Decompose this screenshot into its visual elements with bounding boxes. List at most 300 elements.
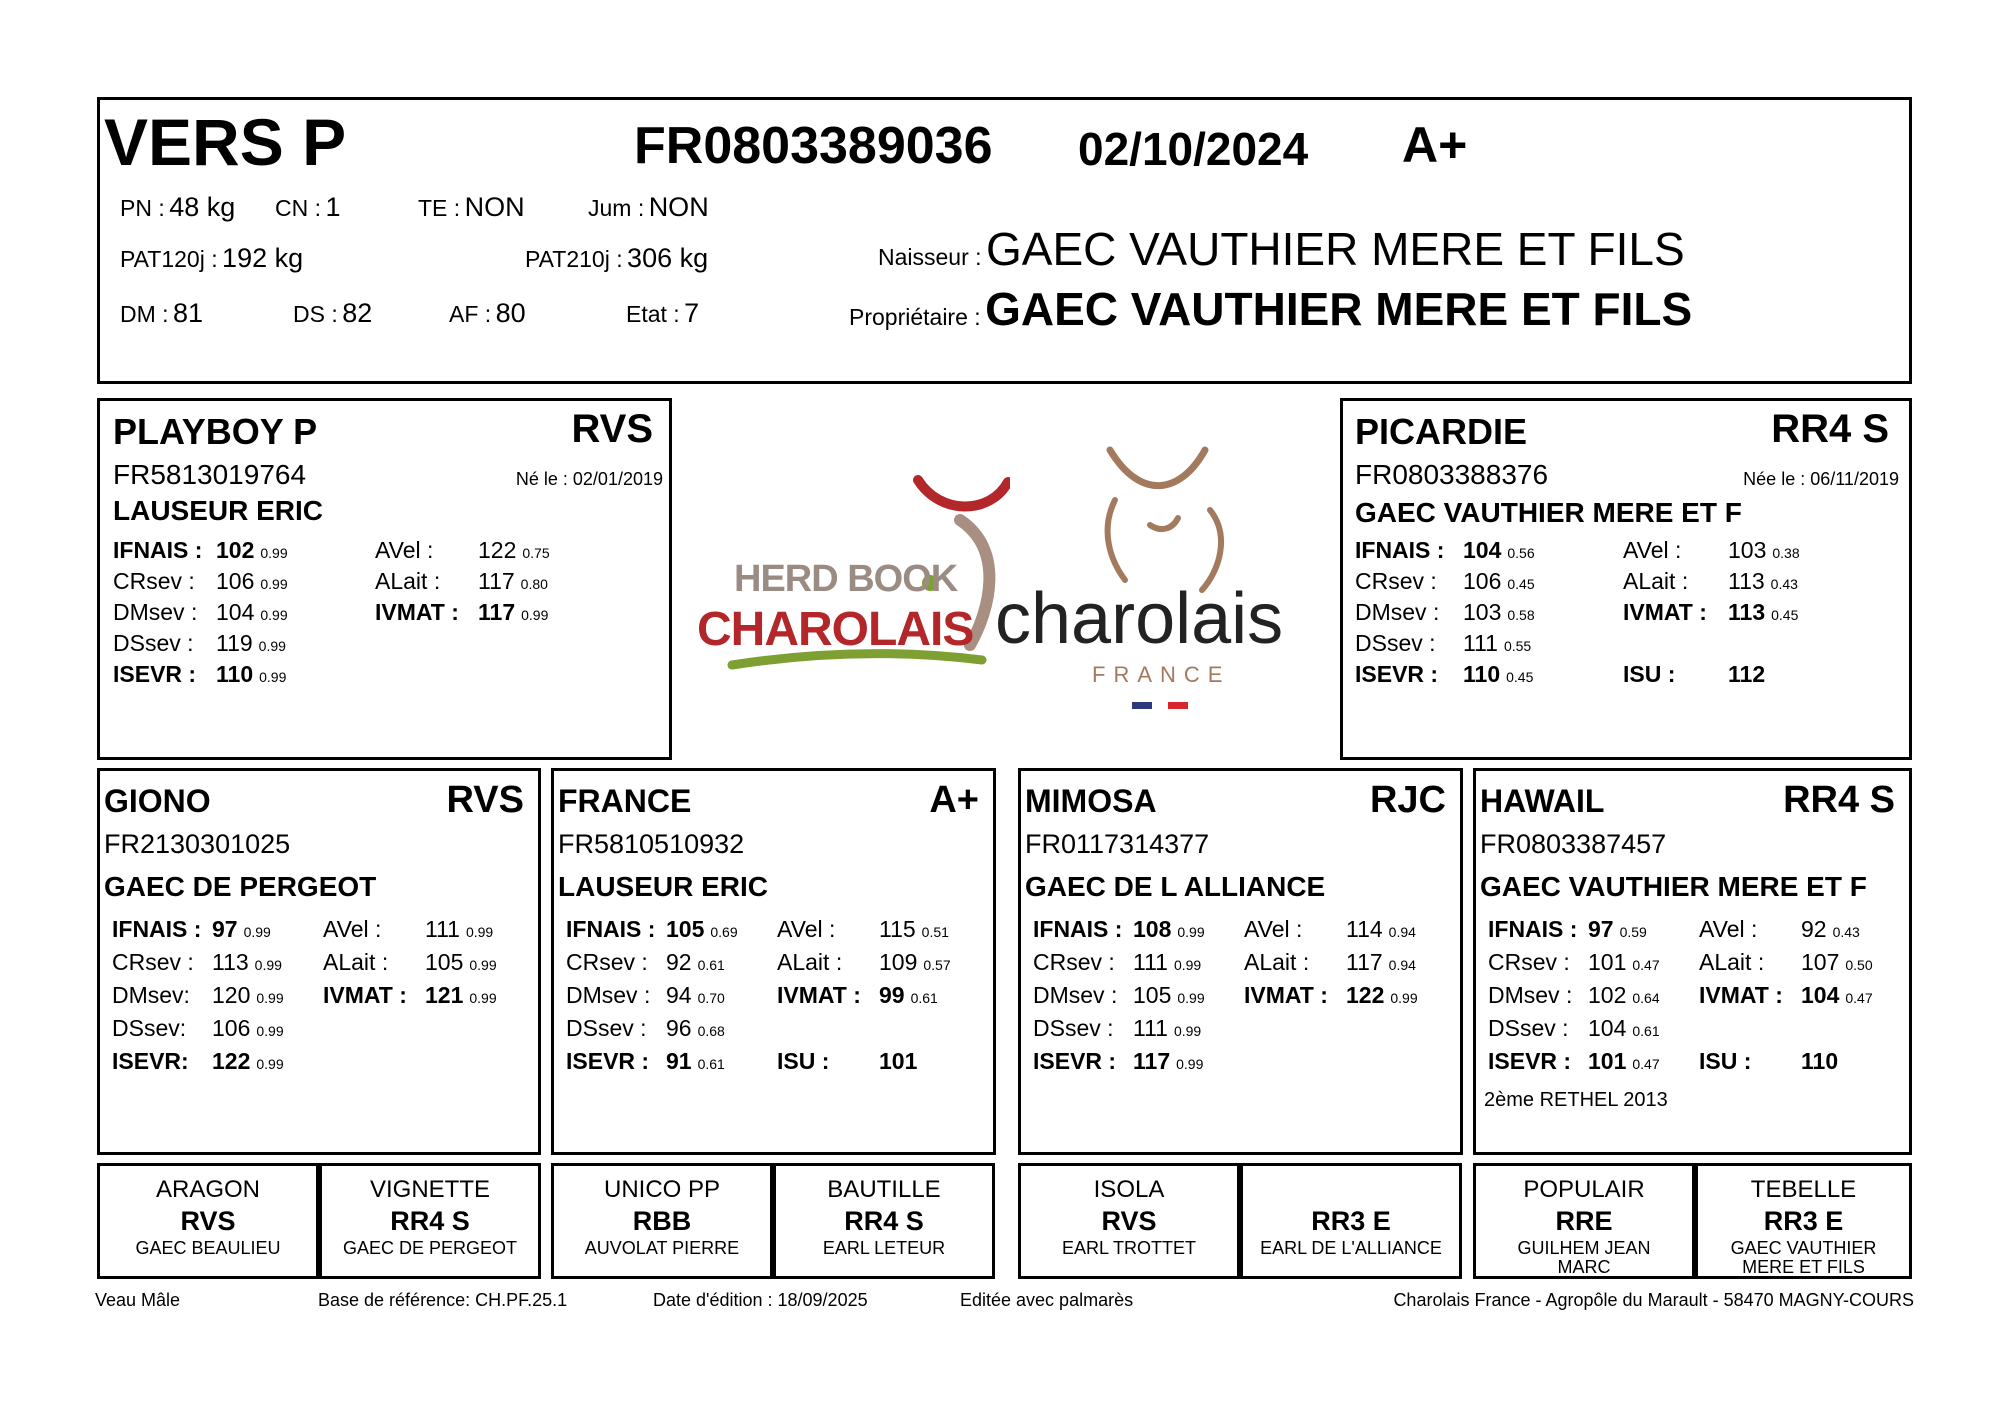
index-key: ALait :: [1623, 568, 1689, 594]
parent-name: HAWAIL: [1480, 783, 1605, 819]
index-accuracy: 0.57: [923, 957, 951, 973]
etat-field: [626, 298, 699, 329]
index-key: DSsev:: [112, 1015, 187, 1041]
index-accuracy: 0.99: [258, 638, 286, 654]
index-key: AVel :: [1244, 916, 1303, 942]
index-accuracy: 0.45: [1506, 669, 1534, 685]
grandparent-name: UNICO PP: [603, 1176, 720, 1203]
index-value: 104: [1588, 1015, 1627, 1041]
index-accuracy: 0.64: [1632, 990, 1660, 1006]
index-key: DSsev :: [1033, 1015, 1114, 1041]
index-line: [1488, 982, 1660, 1009]
index-accuracy: 0.99: [256, 1023, 284, 1039]
index-value: 103: [1728, 537, 1767, 563]
grandparent-cell: [97, 1163, 319, 1279]
index-value: 104: [1801, 982, 1840, 1008]
index-value: 92: [666, 949, 692, 975]
index-accuracy: 0.58: [1507, 607, 1535, 623]
index-accuracy: 0.99: [259, 669, 287, 685]
index-key: ALait :: [777, 949, 843, 975]
index-line: [1355, 568, 1535, 595]
parent-id: FR2130301025: [104, 829, 291, 859]
index-key: CRsev :: [112, 949, 194, 975]
parent-id: FR0803387457: [1480, 829, 1667, 859]
index-key: ALait :: [323, 949, 389, 975]
dam-name: PICARDIE: [1355, 411, 1528, 452]
parent-box: [551, 768, 996, 1155]
index-line: [1488, 916, 1647, 943]
index-value: 101: [879, 1048, 918, 1074]
index-value: 106: [1463, 568, 1502, 594]
index-line: [1699, 916, 1860, 943]
sire-born: [516, 469, 663, 490]
index-line: [1623, 537, 1800, 564]
sire-born-label: Né le :: [515, 469, 568, 489]
index-line: [1623, 568, 1798, 595]
index-key: ISU :: [1699, 1048, 1752, 1074]
grandparent-name: ARAGON: [155, 1176, 260, 1203]
index-key: IVMAT :: [323, 982, 407, 1008]
naisseur-field: [878, 222, 1685, 276]
pn-field: [120, 192, 235, 223]
index-key: CRsev :: [1033, 949, 1115, 975]
parent-code: RJC: [1369, 779, 1446, 821]
herdbook-horns-icon: [918, 480, 1008, 507]
grandparent-code: RRE: [1555, 1206, 1613, 1236]
index-value: 111: [1133, 949, 1168, 975]
te-value: NON: [464, 192, 525, 222]
index-value: 121: [425, 982, 464, 1008]
cn-label: CN :: [275, 195, 321, 221]
footer-address: Charolais France - Agropôle du Marault - 58470 MAGNY-COURS: [1393, 1290, 1914, 1310]
index-value: 113: [1728, 599, 1766, 625]
grandparent-name: [1243, 1176, 1459, 1204]
index-key: DSsev :: [113, 630, 194, 656]
footer-palmares: Editée avec palmarès: [960, 1290, 1134, 1310]
grandparent-cell: [1473, 1163, 1695, 1279]
index-accuracy: 0.45: [1771, 607, 1799, 623]
index-key: AVel :: [323, 916, 382, 942]
index-line: [1699, 949, 1873, 976]
parent-note: 2ème RETHEL 2013: [1484, 1089, 1668, 1111]
index-value: 96: [666, 1015, 692, 1041]
index-accuracy: 0.47: [1632, 1056, 1660, 1072]
index-value: 105: [1133, 982, 1172, 1008]
grandparent-name: TEBELLE: [1750, 1176, 1857, 1203]
index-value: 106: [212, 1015, 251, 1041]
index-line: [112, 1048, 284, 1075]
index-accuracy: 0.99: [256, 990, 284, 1006]
index-accuracy: 0.43: [1832, 924, 1860, 940]
naisseur-value: GAEC VAUTHIER MERE ET FILS: [986, 223, 1685, 275]
index-key: IVMAT :: [777, 982, 861, 1008]
index-line: [112, 1015, 284, 1042]
index-line: [777, 1048, 917, 1075]
index-value: 101: [1588, 949, 1627, 975]
dam-box: [1340, 398, 1912, 760]
index-line: [113, 568, 288, 595]
etat-value: 7: [684, 298, 700, 328]
ds-value: 82: [342, 298, 373, 328]
pn-value: 48 kg: [169, 192, 236, 222]
etat-label: Etat :: [626, 301, 680, 327]
grandparent-cell: [319, 1163, 541, 1279]
parent-code: A+: [929, 779, 979, 821]
index-value: 111: [425, 916, 460, 942]
sire-born-date: 02/01/2019: [572, 469, 663, 489]
index-accuracy: 0.51: [921, 924, 949, 940]
index-value: 103: [1463, 599, 1502, 625]
parent-box: [1018, 768, 1463, 1155]
index-accuracy: 0.38: [1772, 545, 1800, 561]
index-key: DSsev :: [566, 1015, 647, 1041]
ds-field: [293, 298, 372, 329]
grandparent-cell: [1240, 1163, 1462, 1279]
index-value: 102: [216, 537, 255, 563]
index-line: [1355, 537, 1535, 564]
index-line: [1244, 916, 1416, 943]
index-value: 122: [1346, 982, 1385, 1008]
index-line: [566, 1048, 725, 1075]
index-accuracy: 0.99: [465, 924, 494, 940]
animal-name: VERS P: [104, 105, 347, 179]
index-value: 97: [1588, 916, 1614, 942]
index-value: 114: [1346, 916, 1383, 942]
grandparent-name: POPULAIR: [1523, 1176, 1645, 1203]
index-accuracy: 0.99: [260, 576, 288, 592]
index-value: 104: [1463, 537, 1502, 563]
pn-label: PN :: [120, 195, 165, 221]
index-line: [375, 599, 548, 626]
parent-code: RR4 S: [1783, 779, 1895, 821]
index-line: [323, 949, 497, 976]
dm-value: 81: [173, 298, 204, 328]
index-value: 111: [1133, 1015, 1168, 1041]
index-line: [1033, 949, 1201, 976]
index-accuracy: 0.99: [254, 957, 282, 973]
sire-name: PLAYBOY P: [113, 411, 318, 452]
index-value: 117: [478, 568, 515, 594]
index-key: ISEVR :: [1488, 1048, 1572, 1074]
index-line: [1244, 949, 1416, 976]
grandparent-code: RBB: [632, 1206, 692, 1236]
index-value: 115: [879, 916, 916, 942]
af-value: 80: [495, 298, 526, 328]
index-value: 120: [212, 982, 251, 1008]
grandparent-cell: [773, 1163, 995, 1279]
index-key: IFNAIS :: [1355, 537, 1445, 563]
parent-code: RVS: [446, 779, 524, 821]
index-line: [777, 982, 938, 1009]
index-line: [112, 949, 282, 976]
parent-name: GIONO: [104, 783, 211, 819]
index-accuracy: 0.99: [1390, 990, 1418, 1006]
index-key: DMsev :: [1033, 982, 1118, 1008]
index-accuracy: 0.80: [520, 576, 548, 592]
index-line: [1488, 949, 1660, 976]
grandparent-name: BAUTILLE: [827, 1176, 941, 1203]
index-line: [1033, 916, 1205, 943]
proprietaire-value: GAEC VAUTHIER MERE ET FILS: [985, 283, 1693, 335]
index-value: 113: [212, 949, 249, 975]
index-key: IFNAIS :: [1033, 916, 1123, 942]
parent-name: FRANCE: [558, 783, 692, 819]
flag-blue-bar: [1132, 702, 1152, 709]
index-line: [323, 982, 497, 1009]
index-key: CRsev :: [113, 568, 195, 594]
index-key: ALait :: [1244, 949, 1310, 975]
proprietaire-field: [849, 282, 1692, 336]
grandparent-owner: EARL TROTTET: [1061, 1238, 1196, 1258]
naisseur-label: Naisseur :: [878, 244, 982, 270]
parent-owner: LAUSEUR ERIC: [558, 871, 769, 902]
index-line: [113, 537, 288, 564]
index-value: 106: [216, 568, 255, 594]
index-value: 110: [1463, 661, 1501, 687]
index-line: [1355, 661, 1533, 688]
index-key: IFNAIS :: [1488, 916, 1578, 942]
index-accuracy: 0.94: [1388, 957, 1416, 973]
grandparent-cell: [1018, 1163, 1240, 1279]
grandparent-owner: EARL LETEUR: [822, 1238, 946, 1258]
parent-id: FR5810510932: [558, 829, 745, 859]
index-key: CRsev :: [566, 949, 648, 975]
index-line: [1623, 599, 1798, 626]
grandparent-owner: AUVOLAT PIERRE: [584, 1238, 740, 1258]
herdbook-top: HERD BOOK: [734, 558, 958, 600]
index-value: 97: [212, 916, 238, 942]
index-accuracy: 0.61: [697, 1056, 725, 1072]
index-key: ISEVR :: [1355, 661, 1439, 687]
index-key: DMsev :: [1488, 982, 1573, 1008]
dam-id: FR0803388376: [1355, 459, 1549, 490]
index-key: AVel :: [777, 916, 836, 942]
index-key: ISU :: [1623, 661, 1676, 687]
index-value: 105: [666, 916, 705, 942]
index-value: 122: [212, 1048, 251, 1074]
sire-box: [97, 398, 672, 760]
ds-label: DS :: [293, 301, 338, 327]
index-accuracy: 0.99: [1176, 1056, 1204, 1072]
animal-grade: A+: [1402, 117, 1468, 173]
grandparent-cell: [551, 1163, 773, 1279]
index-value: 119: [216, 630, 253, 656]
index-key: IFNAIS :: [113, 537, 203, 563]
index-key: ALait :: [1699, 949, 1765, 975]
dm-label: DM :: [120, 301, 169, 327]
animal-date: 02/10/2024: [1078, 123, 1309, 175]
index-line: [1488, 1015, 1660, 1042]
dam-born-date: 06/11/2019: [1810, 469, 1899, 489]
index-accuracy: 0.59: [1619, 924, 1647, 940]
pat120-value: 192 kg: [222, 243, 304, 273]
index-key: IVMAT :: [1623, 599, 1707, 625]
index-accuracy: 0.61: [697, 957, 725, 973]
index-key: CRsev :: [1355, 568, 1437, 594]
index-value: 99: [879, 982, 905, 1008]
index-line: [375, 537, 550, 564]
footer-sex: Veau Mâle: [95, 1290, 181, 1310]
index-value: 113: [1728, 568, 1765, 594]
index-accuracy: 0.70: [697, 990, 725, 1006]
index-accuracy: 0.99: [256, 1056, 284, 1072]
index-line: [113, 599, 288, 626]
sire-id: FR5813019764: [113, 459, 307, 490]
grandparent-code: RVS: [1101, 1206, 1157, 1236]
grandparent-owner: GAEC DE PERGEOT: [342, 1238, 518, 1258]
index-line: [112, 982, 284, 1009]
jum-value: NON: [648, 192, 709, 222]
index-line: [1623, 661, 1765, 688]
index-accuracy: 0.68: [697, 1023, 725, 1039]
index-value: 107: [1801, 949, 1840, 975]
index-accuracy: 0.69: [710, 924, 738, 940]
pat120-label: PAT120j :: [120, 246, 218, 272]
index-line: [113, 661, 286, 688]
index-key: AVel :: [375, 537, 434, 563]
index-accuracy: 0.99: [1173, 957, 1202, 973]
index-key: ISEVR :: [566, 1048, 650, 1074]
index-key: IVMAT :: [1699, 982, 1783, 1008]
index-value: 109: [879, 949, 918, 975]
index-accuracy: 0.99: [469, 990, 497, 1006]
grandparent-code: RR3 E: [1763, 1206, 1844, 1236]
index-accuracy: 0.50: [1845, 957, 1873, 973]
index-accuracy: 0.99: [1177, 924, 1205, 940]
index-key: DMsev:: [112, 982, 190, 1008]
dam-born-label: Née le :: [1743, 469, 1806, 489]
index-line: [1033, 1015, 1201, 1042]
index-value: 122: [478, 537, 517, 563]
index-value: 112: [1728, 661, 1766, 687]
sire-code: RVS: [571, 407, 653, 451]
grandparent-code: RR4 S: [390, 1206, 470, 1236]
index-accuracy: 0.94: [1388, 924, 1416, 940]
te-field: [418, 192, 525, 223]
proprietaire-label: Propriétaire :: [849, 304, 981, 330]
index-line: [112, 916, 271, 943]
index-value: 111: [1463, 630, 1498, 656]
index-line: [323, 916, 493, 943]
footer-base: Base de référence: CH.PF.25.1: [318, 1290, 568, 1310]
index-key: DMsev :: [566, 982, 651, 1008]
index-value: 110: [1801, 1048, 1839, 1074]
parent-owner: GAEC DE L ALLIANCE: [1025, 871, 1326, 902]
pat210-field: [525, 243, 708, 274]
index-line: [566, 1015, 725, 1042]
index-key: IVMAT :: [375, 599, 459, 625]
index-value: 91: [666, 1048, 692, 1074]
index-value: 117: [478, 599, 516, 625]
index-value: 94: [666, 982, 692, 1008]
index-line: [777, 916, 949, 943]
jum-label: Jum :: [588, 195, 645, 221]
index-key: DSsev :: [1355, 630, 1436, 656]
index-line: [1033, 1048, 1203, 1075]
charolais-word: charolais: [995, 579, 1284, 659]
index-accuracy: 0.99: [260, 607, 288, 623]
index-line: [1699, 1048, 1838, 1075]
index-line: [1033, 982, 1205, 1009]
grandparent-name: VIGNETTE: [369, 1176, 490, 1203]
parent-box: [97, 768, 541, 1155]
index-value: 117: [1346, 949, 1383, 975]
index-value: 105: [425, 949, 464, 975]
flag-red-bar: [1168, 702, 1188, 709]
te-label: TE :: [418, 195, 461, 221]
index-line: [566, 982, 725, 1009]
index-key: AVel :: [1699, 916, 1758, 942]
index-accuracy: 0.47: [1845, 990, 1873, 1006]
index-key: DSsev :: [1488, 1015, 1569, 1041]
jum-field: [588, 192, 709, 223]
index-line: [375, 568, 548, 595]
index-accuracy: 0.99: [469, 957, 497, 973]
grandparent-cell: [1695, 1163, 1912, 1279]
index-accuracy: 0.45: [1507, 576, 1535, 592]
index-key: ISEVR :: [113, 661, 197, 687]
index-line: [1488, 1048, 1660, 1075]
pat210-value: 306 kg: [627, 243, 709, 273]
index-accuracy: 0.99: [243, 924, 271, 940]
pat210-label: PAT210j :: [525, 246, 623, 272]
grandparent-owner: GUILHEM JEAN MARC: [1517, 1238, 1651, 1277]
index-value: 92: [1801, 916, 1827, 942]
index-line: [566, 949, 725, 976]
herdbook-main: CHAROLAIS: [697, 603, 974, 656]
parent-id: FR0117314377: [1025, 829, 1210, 859]
af-field: [449, 298, 526, 329]
grandparent-owner: GAEC BEAULIEU: [135, 1238, 281, 1258]
index-accuracy: 0.61: [1632, 1023, 1660, 1039]
index-accuracy: 0.55: [1503, 638, 1532, 654]
dm-field: [120, 298, 203, 329]
index-key: DMsev :: [1355, 599, 1440, 625]
index-key: DMsev :: [113, 599, 198, 625]
cn-value: 1: [325, 192, 341, 222]
index-line: [777, 949, 951, 976]
index-key: AVel :: [1623, 537, 1682, 563]
index-value: 104: [216, 599, 255, 625]
index-line: [1355, 630, 1531, 657]
index-line: [113, 630, 286, 657]
grandparent-owner: EARL DE L'ALLIANCE: [1260, 1238, 1442, 1258]
index-line: [566, 916, 738, 943]
index-key: ISEVR :: [1033, 1048, 1117, 1074]
index-value: 117: [1133, 1048, 1171, 1074]
index-accuracy: 0.99: [1173, 1023, 1202, 1039]
parent-owner: GAEC DE PERGEOT: [104, 871, 377, 902]
dam-code: RR4 S: [1771, 407, 1889, 451]
index-value: 110: [216, 661, 254, 687]
index-key: ALait :: [375, 568, 441, 594]
grandparent-code: RR3 E: [1311, 1206, 1391, 1236]
index-accuracy: 0.99: [260, 545, 288, 561]
index-value: 101: [1588, 1048, 1627, 1074]
index-value: 108: [1133, 916, 1172, 942]
grandparent-code: RVS: [180, 1206, 236, 1236]
index-key: IVMAT :: [1244, 982, 1328, 1008]
index-accuracy: 0.75: [522, 545, 550, 561]
logo-area: [680, 420, 1330, 730]
index-line: [1244, 982, 1418, 1009]
parent-owner: GAEC VAUTHIER MERE ET F: [1480, 871, 1867, 902]
index-accuracy: 0.99: [521, 607, 549, 623]
index-accuracy: 0.61: [910, 990, 938, 1006]
pat120-field: [120, 243, 303, 274]
index-value: 102: [1588, 982, 1627, 1008]
af-label: AF :: [449, 301, 492, 327]
